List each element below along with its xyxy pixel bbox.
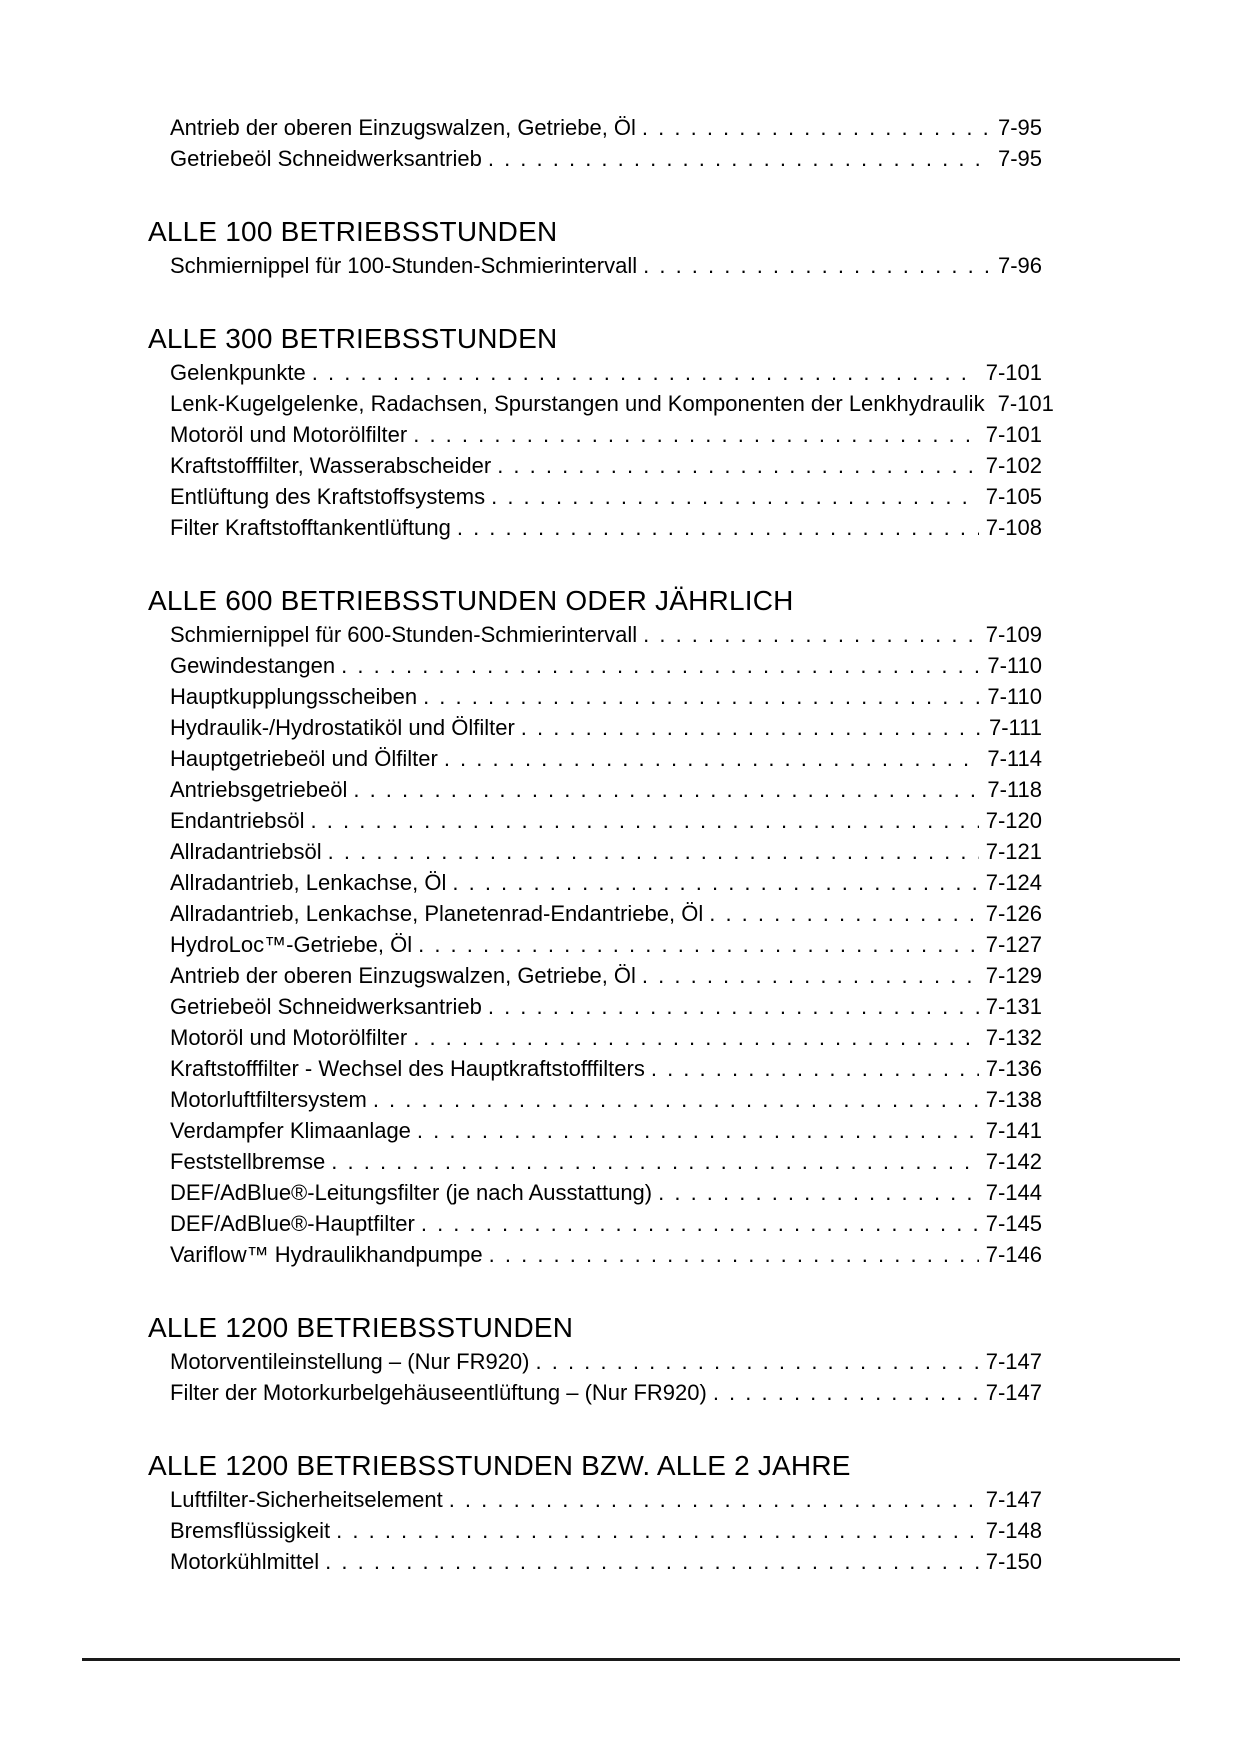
entry-title: Entlüftung des Kraftstoffsystems — [170, 484, 486, 509]
dot-leader — [536, 1346, 979, 1377]
toc-entry — [170, 898, 1042, 929]
entry-page-number: 7-132 — [985, 1025, 1042, 1050]
toc-entry — [170, 1208, 1042, 1239]
dot-leader — [713, 1377, 979, 1408]
toc-entry — [170, 1177, 1042, 1208]
dot-leader — [413, 1022, 979, 1053]
entry-page-number: 7-145 — [985, 1211, 1042, 1236]
entry-title: Schmiernippel für 600-Stunden-Schmierintervall — [170, 622, 638, 647]
entry-title: Endantriebsöl — [170, 808, 305, 833]
section-heading: ALLE 1200 BETRIEBSSTUNDEN — [148, 1312, 574, 1343]
toc-entry — [170, 512, 1042, 543]
dot-leader — [328, 836, 979, 867]
entry-title: Schmiernippel für 100-Stunden-Schmierintervall — [170, 253, 638, 278]
entry-page-number: 7-142 — [985, 1149, 1042, 1174]
toc-entry — [170, 1053, 1042, 1084]
entry-page-number: 7-150 — [985, 1549, 1042, 1574]
toc-entry — [170, 836, 1042, 867]
toc-entry — [170, 1346, 1042, 1377]
entry-title: Feststellbremse — [170, 1149, 326, 1174]
dot-leader — [521, 712, 982, 743]
entry-page-number: 7-121 — [985, 839, 1042, 864]
entry-title: Gewindestangen — [170, 653, 336, 678]
entry-page-number: 7-96 — [997, 253, 1042, 278]
dot-leader — [312, 357, 979, 388]
entry-page-number: 7-147 — [985, 1380, 1042, 1405]
entry-title: Motorkühlmittel — [170, 1549, 320, 1574]
footer-rule — [82, 1658, 1180, 1661]
toc-entry — [170, 619, 1042, 650]
dot-leader — [449, 1484, 979, 1515]
entry-page-number: 7-147 — [985, 1349, 1042, 1374]
entry-page-number: 7-95 — [997, 146, 1042, 171]
entry-page-number: 7-131 — [985, 994, 1042, 1019]
dot-leader — [353, 774, 980, 805]
dot-leader — [452, 867, 978, 898]
entry-page-number: 7-101 — [997, 391, 1054, 416]
toc-entry — [170, 867, 1042, 898]
entry-page-number: 7-144 — [985, 1180, 1042, 1205]
dot-leader — [417, 1115, 979, 1146]
dot-leader — [341, 650, 980, 681]
entry-page-number: 7-127 — [985, 932, 1042, 957]
toc-entry — [170, 1515, 1042, 1546]
dot-leader — [651, 1053, 979, 1084]
dot-leader — [373, 1084, 979, 1115]
entry-page-number: 7-101 — [985, 360, 1042, 385]
entry-title: Antriebsgetriebeöl — [170, 777, 348, 802]
entry-title: Lenk-Kugelgelenke, Radachsen, Spurstangen und Komponenten der Lenkhydraulik — [170, 391, 985, 416]
toc-section — [148, 321, 1054, 543]
entry-title: DEF/AdBlue®-Leitungsfilter (je nach Ausstattung) — [170, 1180, 653, 1205]
toc-entry — [170, 1022, 1042, 1053]
section-heading: ALLE 600 BETRIEBSSTUNDEN ODER JÄHRLICH — [148, 585, 794, 616]
toc-section — [148, 112, 1042, 174]
entry-title: Getriebeöl Schneidwerksantrieb — [170, 146, 482, 171]
toc-entry — [170, 1484, 1042, 1515]
dot-leader — [489, 1239, 979, 1270]
toc-section — [148, 583, 1042, 1270]
entry-page-number: 7-147 — [985, 1487, 1042, 1512]
entry-page-number: 7-114 — [987, 746, 1042, 771]
entry-title: Gelenkpunkte — [170, 360, 306, 385]
dot-leader — [658, 1177, 979, 1208]
toc-entry — [170, 388, 1054, 419]
entry-title: Hydraulik-/Hydrostatiköl und Ölfilter — [170, 715, 515, 740]
entry-title: Filter der Motorkurbelgehäuseentlüftung – (Nur FR920) — [170, 1380, 707, 1405]
dot-leader — [311, 805, 979, 836]
dot-leader — [642, 960, 979, 991]
dot-leader — [642, 112, 991, 143]
toc-entry — [170, 805, 1042, 836]
toc-entry — [170, 1084, 1042, 1115]
toc-entry — [170, 929, 1042, 960]
entry-page-number: 7-148 — [985, 1518, 1042, 1543]
entry-page-number: 7-110 — [987, 653, 1042, 678]
entry-title: Allradantrieb, Lenkachse, Öl — [170, 870, 447, 895]
dot-leader — [325, 1546, 979, 1577]
toc-entry — [170, 357, 1042, 388]
dot-leader — [491, 481, 979, 512]
entry-title: Motorventileinstellung – (Nur FR920) — [170, 1349, 530, 1374]
section-heading: ALLE 1200 BETRIEBSSTUNDEN BZW. ALLE 2 JAHRE — [148, 1450, 851, 1481]
toc-entry — [170, 419, 1042, 450]
entry-page-number: 7-136 — [985, 1056, 1042, 1081]
entry-title: Kraftstofffilter, Wasserabscheider — [170, 453, 492, 478]
toc-entry — [170, 1146, 1042, 1177]
toc-entry — [170, 143, 1042, 174]
dot-leader — [457, 512, 979, 543]
entry-page-number: 7-129 — [985, 963, 1042, 988]
toc-entry — [170, 1239, 1042, 1270]
dot-leader — [643, 250, 991, 281]
entry-page-number: 7-146 — [985, 1242, 1042, 1267]
entry-page-number: 7-108 — [985, 515, 1042, 540]
toc-entry — [170, 960, 1042, 991]
dot-leader — [423, 681, 980, 712]
toc-entry — [170, 991, 1042, 1022]
dot-leader — [488, 991, 979, 1022]
entry-page-number: 7-138 — [985, 1087, 1042, 1112]
dot-leader — [418, 929, 979, 960]
toc-entry — [170, 712, 1042, 743]
toc-entry — [170, 1115, 1042, 1146]
entry-title: Kraftstofffilter - Wechsel des Hauptkraftstofffilters — [170, 1056, 645, 1081]
entry-title: Allradantriebsöl — [170, 839, 322, 864]
entry-page-number: 7-101 — [985, 422, 1042, 447]
entry-title: Motoröl und Motorölfilter — [170, 422, 408, 447]
dot-leader — [488, 143, 991, 174]
toc-entry — [170, 450, 1042, 481]
entry-title: Antrieb der oberen Einzugswalzen, Getriebe, Öl — [170, 115, 636, 140]
toc-section — [148, 1310, 1042, 1408]
entry-page-number: 7-95 — [997, 115, 1042, 140]
entry-page-number: 7-120 — [985, 808, 1042, 833]
entry-title: HydroLoc™-Getriebe, Öl — [170, 932, 413, 957]
entry-title: Getriebeöl Schneidwerksantrieb — [170, 994, 482, 1019]
entry-title: Hauptkupplungsscheiben — [170, 684, 418, 709]
entry-title: Variflow™ Hydraulikhandpumpe — [170, 1242, 483, 1267]
entry-page-number: 7-110 — [987, 684, 1042, 709]
toc-entry — [170, 650, 1042, 681]
dot-leader — [444, 743, 981, 774]
entry-title: Bremsflüssigkeit — [170, 1518, 331, 1543]
toc-entry — [170, 774, 1042, 805]
entry-page-number: 7-102 — [985, 453, 1042, 478]
toc-section — [148, 1448, 1042, 1577]
toc-entry — [170, 1546, 1042, 1577]
dot-leader — [421, 1208, 979, 1239]
entry-title: DEF/AdBlue®-Hauptfilter — [170, 1211, 415, 1236]
entry-title: Luftfilter-Sicherheitselement — [170, 1487, 443, 1512]
entry-title: Antrieb der oberen Einzugswalzen, Getriebe, Öl — [170, 963, 636, 988]
toc-sections — [148, 112, 1054, 1577]
entry-title: Verdampfer Klimaanlage — [170, 1118, 411, 1143]
entry-title: Motoröl und Motorölfilter — [170, 1025, 408, 1050]
dot-leader — [497, 450, 979, 481]
entry-title: Hauptgetriebeöl und Ölfilter — [170, 746, 438, 771]
entry-page-number: 7-111 — [988, 715, 1042, 740]
toc-entry — [170, 1377, 1042, 1408]
dot-leader — [331, 1146, 978, 1177]
entry-title: Motorluftfiltersystem — [170, 1087, 367, 1112]
entry-page-number: 7-126 — [985, 901, 1042, 926]
dot-leader — [413, 419, 979, 450]
entry-title: Allradantrieb, Lenkachse, Planetenrad-Endantriebe, Öl — [170, 901, 704, 926]
dot-leader — [709, 898, 978, 929]
toc-entry — [170, 681, 1042, 712]
entry-page-number: 7-124 — [985, 870, 1042, 895]
entry-page-number: 7-105 — [985, 484, 1042, 509]
entry-page-number: 7-118 — [987, 777, 1042, 802]
toc-entry — [170, 743, 1042, 774]
section-heading: ALLE 100 BETRIEBSSTUNDEN — [148, 216, 558, 247]
entry-title: Filter Kraftstofftankentlüftung — [170, 515, 451, 540]
toc-entry — [170, 481, 1042, 512]
toc-entry — [170, 250, 1042, 281]
section-heading: ALLE 300 BETRIEBSSTUNDEN — [148, 323, 558, 354]
entry-page-number: 7-141 — [985, 1118, 1042, 1143]
entry-page-number: 7-109 — [985, 622, 1042, 647]
dot-leader — [336, 1515, 979, 1546]
toc-entry — [170, 112, 1042, 143]
toc-section — [148, 214, 1042, 281]
dot-leader — [643, 619, 979, 650]
